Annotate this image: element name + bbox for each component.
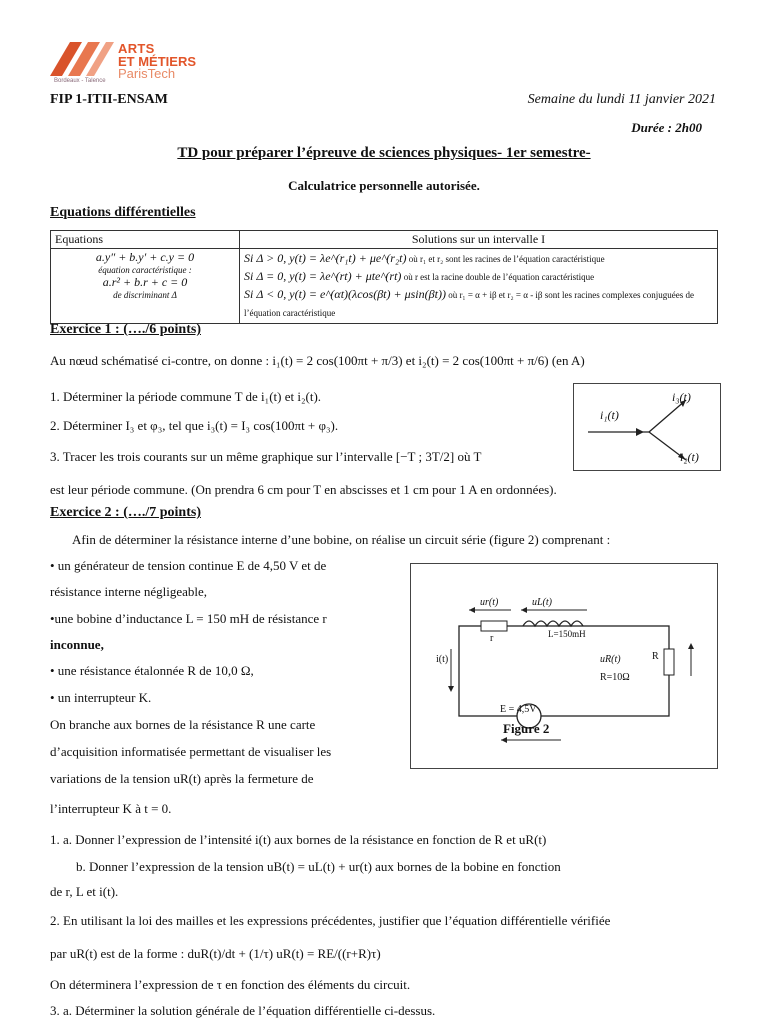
table-head-equations: Equations: [51, 231, 240, 249]
table-row: [51, 231, 718, 249]
figure2-caption: Figure 2: [503, 721, 550, 736]
page-subtitle: Calculatrice personnelle autorisée.: [288, 178, 480, 193]
exercise1-q1: 1. Déterminer la période commune T de i₁(t) et i₂(t).: [50, 389, 322, 404]
exercise2-q1a: 1. a. Donner l’expression de l’intensité i(t) aux bornes de la résistance en fonction de R et uR(t): [50, 832, 547, 847]
equation-line: de discriminant Δ: [113, 290, 177, 300]
section-title: Equations différentielles: [50, 205, 196, 220]
equations-table: [50, 230, 718, 324]
exercise1-q3-continued: est leur période commune. (On prendra 6 cm pour T en abscisses et 1 cm pour 1 A en ordonnées).: [50, 482, 557, 497]
page-title: TD pour préparer l’épreuve de sciences physiques- 1er semestre-: [177, 145, 591, 161]
exercise2-bullet1: • un générateur de tension continue E de 4,50 V et de: [50, 558, 327, 573]
table-row: [51, 249, 718, 324]
label-R: R: [652, 651, 659, 662]
exercise1-q3: 3. Tracer les trois courants sur un même graphique sur l’intervalle [−T ; 3T/2] où T: [50, 449, 482, 464]
exercise2-text4: l’interrupteur K à t = 0.: [50, 801, 172, 816]
exercise2-bullet4: • un interrupteur K.: [50, 690, 152, 705]
logo-line2: ET MÉTIERS: [118, 54, 197, 69]
course-code: FIP 1-ITII-ENSAM: [50, 92, 168, 107]
exercise2-q2-formula: par uR(t) est de la forme : duR(t)/dt + (1/τ) uR(t) = RE/((r+R)τ): [50, 946, 381, 961]
exercise2-text3: variations de la tension uR(t) après la fermeture de: [50, 771, 314, 786]
solution-line: Si Δ < 0, y(t) = e^(αt)(λcos(βt) + μsin(βt)) où r₁ = α + iβ et r₂ = α - iβ sont les racines complexes conjuguées de l’équation caractéristique: [244, 287, 694, 318]
exercise2-bullet3: • une résistance étalonnée R de 10,0 Ω,: [50, 663, 254, 678]
duration: Durée : 2h00: [631, 120, 702, 135]
exercise2-bullet2b: inconnue,: [50, 637, 104, 652]
week-date: Semaine du lundi 11 janvier 2021: [527, 92, 716, 107]
label-R-value: R=10Ω: [600, 672, 630, 683]
solution-line: Si Δ = 0, y(t) = λe^(rt) + μte^(rt) où r est la racine double de l’équation caractéristique: [244, 269, 595, 283]
label-i: i(t): [436, 654, 449, 665]
exercise2-q2-note: On déterminera l’expression de τ en fonction des éléments du circuit.: [50, 977, 411, 992]
exercise1-q2: 2. Déterminer I₃ et φ₃, tel que i₃(t) = I₃ cos(100πt + φ₃).: [50, 418, 339, 433]
logo-line1: ARTS: [118, 41, 155, 56]
label-ul: uL(t): [532, 597, 552, 608]
label-i3: i₃(t): [672, 390, 691, 404]
exercise1-title: Exercice 1 : (…./6 points): [50, 322, 201, 337]
exercise2-intro: Afin de déterminer la résistance interne d’une bobine, on réalise un circuit série (figure 2) comprenant :: [72, 532, 611, 547]
label-L: L=150mH: [548, 629, 586, 639]
equation-line: a.r² + b.r + c = 0: [102, 275, 188, 289]
label-i2: i₂(t): [680, 450, 699, 464]
logo-line3: ParisTech: [118, 66, 176, 81]
label-i1: i₁(t): [600, 408, 619, 422]
exercise2-bullet1b: résistance interne négligeable,: [50, 584, 208, 599]
equation-line: a.y″ + b.y′ + c.y = 0: [95, 250, 195, 264]
exercise1-intro: Au nœud schématisé ci-contre, on donne : i₁(t) = 2 cos(100πt + π/3) et i₂(t) = 2 cos(100πt + π/6) (en A): [50, 353, 585, 368]
equation-line: équation caractéristique :: [98, 265, 192, 275]
exercise2-text2: d’acquisition informatisée permettant de visualiser les: [50, 744, 332, 759]
circuit-figure: [410, 563, 718, 769]
solution-line: Si Δ > 0, y(t) = λe^(r₁t) + μe^(r₂t) où r₁ et r₂ sont les racines de l’équation caractéristique: [244, 251, 605, 265]
exercise2-q2: 2. En utilisant la loi des mailles et les expressions précédentes, justifier que l’équation différentielle vérifiée: [50, 913, 611, 928]
solutions-cell: [240, 249, 718, 324]
table-head-solutions: Solutions sur un intervalle I: [240, 231, 718, 249]
circuit-drawing: [411, 564, 717, 768]
exercise2-text1: On branche aux bornes de la résistance R une carte: [50, 717, 316, 732]
exercise2-title: Exercice 2 : (…./7 points): [50, 505, 201, 520]
exercise2-q1b: b. Donner l’expression de la tension uB(t) = uL(t) + ur(t) aux bornes de la bobine en fonction: [76, 859, 561, 874]
label-r: r: [490, 633, 494, 644]
exercise2-q1b-continued: de r, L et i(t).: [50, 884, 119, 899]
logo-sub: Bordeaux - Talence: [54, 78, 106, 84]
exercise2-bullet2: •une bobine d’inductance L = 150 mH de résistance r: [50, 611, 327, 626]
label-ur: ur(t): [480, 597, 499, 608]
label-uR: uR(t): [600, 654, 621, 665]
exercise2-q3a: 3. a. Déterminer la solution générale de l’équation différentielle ci-dessus.: [50, 1003, 436, 1018]
label-E: E = 4,5V: [500, 704, 537, 715]
equation-cell: [51, 249, 240, 324]
